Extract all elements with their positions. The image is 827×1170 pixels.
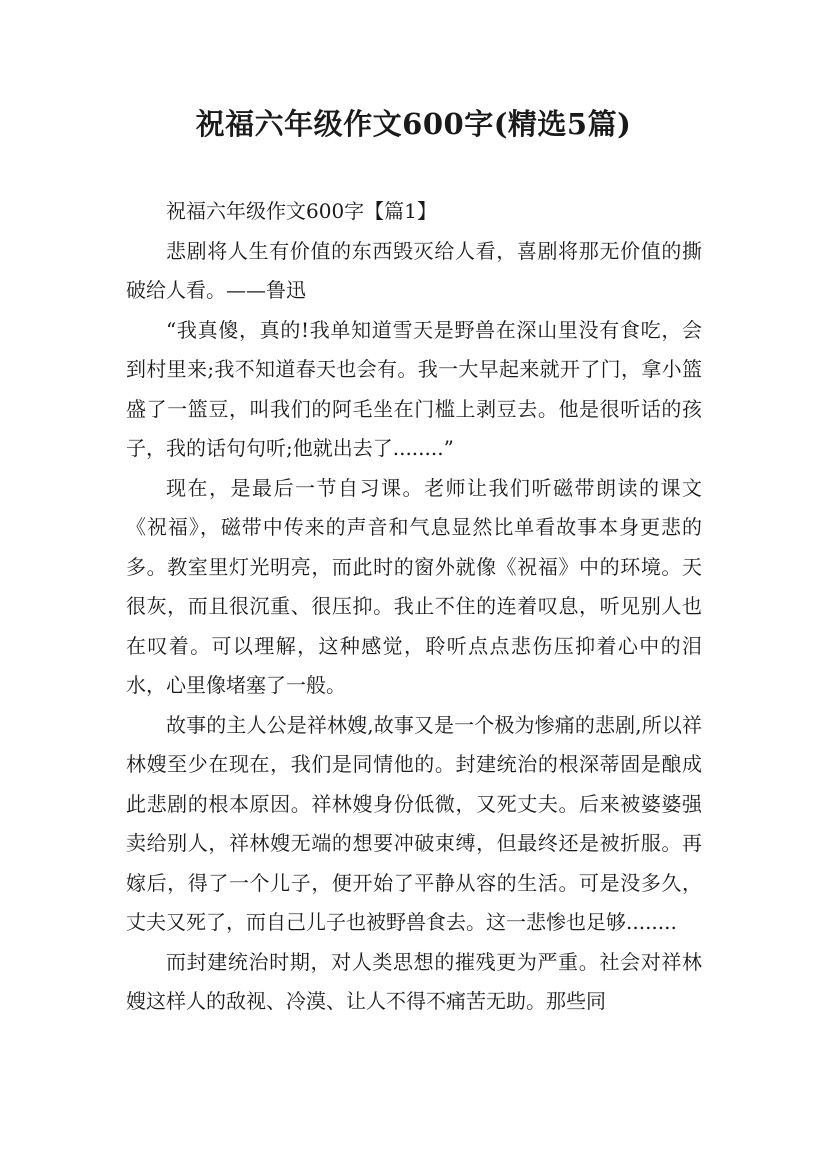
paragraph-story-summary: 故事的主人公是祥林嫂,故事又是一个极为惨痛的悲剧,所以祥林嫂至少在现在，我们是同情他的。封建统治的根深蒂固是酿成此悲剧的根本原因。祥林嫂身份低微，又死丈夫。后来被婆婆强卖给别人，祥林嫂无端的想要冲破束缚，但最终还是被折服。再嫁后，得了一个儿子，便开始了平静从容的生活。可是没多久，丈夫又死了，而自己儿子也被野兽食去。这一悲惨也足够........ xyxy=(126,712,702,934)
paragraph-xianglinsao-quote: “我真傻，真的!我单知道雪天是野兽在深山里没有食吃，会到村里来;我不知道春天也会有。我一大早起来就开了门，拿小篮盛了一篮豆，叫我们的阿毛坐在门槛上剥豆去。他是很听话的孩子，我的话句句听;他就出去了........” xyxy=(126,317,702,460)
document-body xyxy=(126,192,702,1022)
paragraph-class-scene: 现在，是最后一节自习课。老师让我们听磁带朗读的课文《祝福》，磁带中传来的声音和气息显然比单看故事本身更悲的多。教室里灯光明亮，而此时的窗外就像《祝福》中的环境。天很灰，而且很沉重、很压抑。我止不住的连着叹息，听见别人也在叹着。可以理解，这种感觉，聆听点点悲伤压抑着心中的泪水，心里像堵塞了一般。 xyxy=(126,475,702,697)
section-heading: 祝福六年级作文600字【篇1】 xyxy=(166,199,437,223)
document-title: 祝福六年级作文600字(精选5篇) xyxy=(195,107,632,141)
paragraph-quote-luxun: 悲剧将人生有价值的东西毁灭给人看，喜剧将那无价值的撕破给人看。——鲁迅 xyxy=(126,238,702,302)
paragraph-feudal-society: 而封建统治时期，对人类思想的摧残更为严重。社会对祥林嫂这样人的敌视、冷漠、让人不得不痛苦无助。那些同 xyxy=(126,949,702,1013)
